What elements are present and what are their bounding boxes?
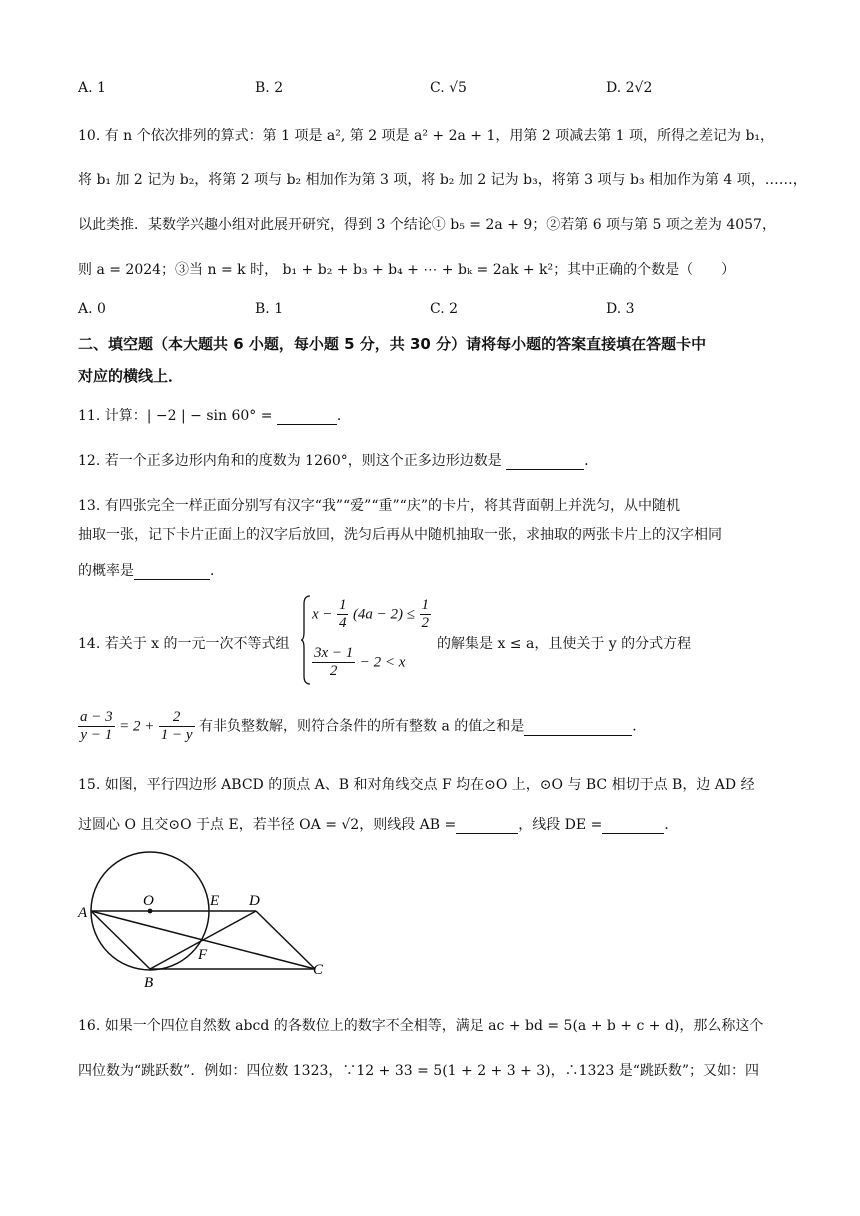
q11-answer-blank[interactable] — [277, 408, 337, 425]
q15-answer-blank-ab[interactable] — [456, 817, 518, 834]
q15-figure — [70, 848, 340, 998]
q14-prefix: 14. 若关于 x 的一元一次不等式组 — [78, 636, 290, 652]
q10-line-3: 以此类推．某数学兴趣小组对此展开研究，得到 3 个结论① b₅ = 2a + 9；②若第 6 项与第 5 项之差为 4057， — [78, 217, 776, 233]
q9-option-b: B. 2 — [255, 80, 284, 96]
q9-option-a: A. 1 — [78, 80, 106, 96]
q11 — [78, 405, 351, 425]
q12-suffix: ． — [584, 453, 599, 469]
section-2-heading-line-2: 对应的横线上． — [78, 367, 184, 385]
section-2-heading-line-1: 二、填空题（本大题共 6 小题，每小题 5 分，共 30 分）请将每小题的答案直接填在答题卡中 — [78, 335, 707, 353]
q12-prefix: 12. 若一个正多边形内角和的度数为 1260°，则这个正多边形边数是 — [78, 453, 502, 469]
q13-line-3 — [78, 560, 224, 580]
label-o: O — [143, 893, 154, 909]
q14-system-brace — [300, 594, 312, 686]
q13-answer-blank[interactable] — [134, 563, 210, 580]
label-e: E — [210, 893, 220, 909]
q14-middle-text: 的解集是 x ≤ a，且使关于 y 的分式方程 — [437, 636, 692, 652]
q15-answer-blank-de[interactable] — [602, 817, 664, 834]
q14-answer-blank[interactable] — [524, 719, 632, 736]
q10-line-2: 将 b₁ 加 2 记为 b₂，将第 2 项与 b₂ 相加作为第 3 项，将 b₂ 加 2 记为 b₃，将第 3 项与 b₃ 相加作为第 4 项，……， — [78, 172, 807, 188]
segment-ab — [91, 911, 150, 969]
q13-line-2: 抽取一张，记下卡片正面上的汉字后放回，洗匀后再从中随机抽取一张，求抽取的两张卡片上的汉字相同 — [78, 527, 722, 543]
q12-answer-blank[interactable] — [506, 453, 584, 470]
q14-inequality-1: x − $\frac{1}{4}$ (4a − 2) ≤ $\frac{1}{2}$ — [312, 597, 429, 631]
q9-option-d: D. 2√2 — [606, 80, 653, 96]
q15-line-2: 过圆心 O 且交⊙O 于点 E，若半径 OA = √2，则线段 AB = ，线段 DE = ． — [78, 817, 679, 833]
q10-line-1: 10. 有 n 个依次排列的算式：第 1 项是 a², 第 2 项是 a² + 2a + 1，用第 2 项减去第 1 项，所得之差记为 b₁， — [78, 128, 775, 144]
q14-equation-line: $\frac{a - 3}{y - 1}$ = 2 + $\frac{2}{1 - y}$ 有非负整数解，则符合条件的所有整数 a 的值之和是 ． — [80, 709, 647, 743]
label-c: C — [313, 962, 324, 978]
q11-prefix: 11. 计算：| −2 | − sin 60° = — [78, 408, 273, 424]
q9-option-c: C. √5 — [430, 80, 467, 96]
q14-inequality-2: $\frac{3x - 1}{2}$ − 2 < x — [314, 645, 406, 679]
q15-line-1: 15. 如图，平行四边形 ABCD 的顶点 A、B 和对角线交点 F 均在⊙O 上，⊙O 与 BC 相切于点 B，边 AD 经 — [78, 777, 755, 793]
q11-suffix: ． — [336, 408, 351, 424]
q10-line-4: 则 a = 2024；③当 n = k 时， b₁ + b₂ + b₃ + b₄ + ⋯ + bₖ = 2ak + k²；其中正确的个数是（ ） — [78, 262, 736, 278]
q10-option-a: A. 0 — [78, 301, 106, 317]
q16-line-2: 四位数为“跳跃数”．例如：四位数 1323，∵12 + 33 = 5(1 + 2 + 3 + 3)，∴1323 是“跳跃数”；又如：四 — [78, 1063, 760, 1079]
label-f: F — [198, 947, 208, 963]
q10-option-d: D. 3 — [606, 301, 635, 317]
q10-option-c: C. 2 — [430, 301, 459, 317]
label-b: B — [144, 975, 154, 991]
q13-suffix: ． — [210, 563, 224, 579]
q13-line-3-prefix: 的概率是 — [78, 563, 134, 579]
label-d: D — [249, 893, 260, 909]
segment-dc — [256, 911, 315, 969]
q13-line-1: 13. 有四张完全一样正面分别写有汉字“我”“爱”“重”“庆”的卡片，将其背面朝上并洗匀，从中随机 — [78, 498, 680, 514]
label-a: A — [78, 905, 88, 921]
q10-option-b: B. 1 — [255, 301, 284, 317]
center-o-dot — [148, 909, 153, 914]
q16-line-1: 16. 如果一个四位自然数 abcd 的各数位上的数字不全相等，满足 ac + bd = 5(a + b + c + d)，那么称这个 — [78, 1018, 764, 1034]
q12 — [78, 450, 598, 470]
